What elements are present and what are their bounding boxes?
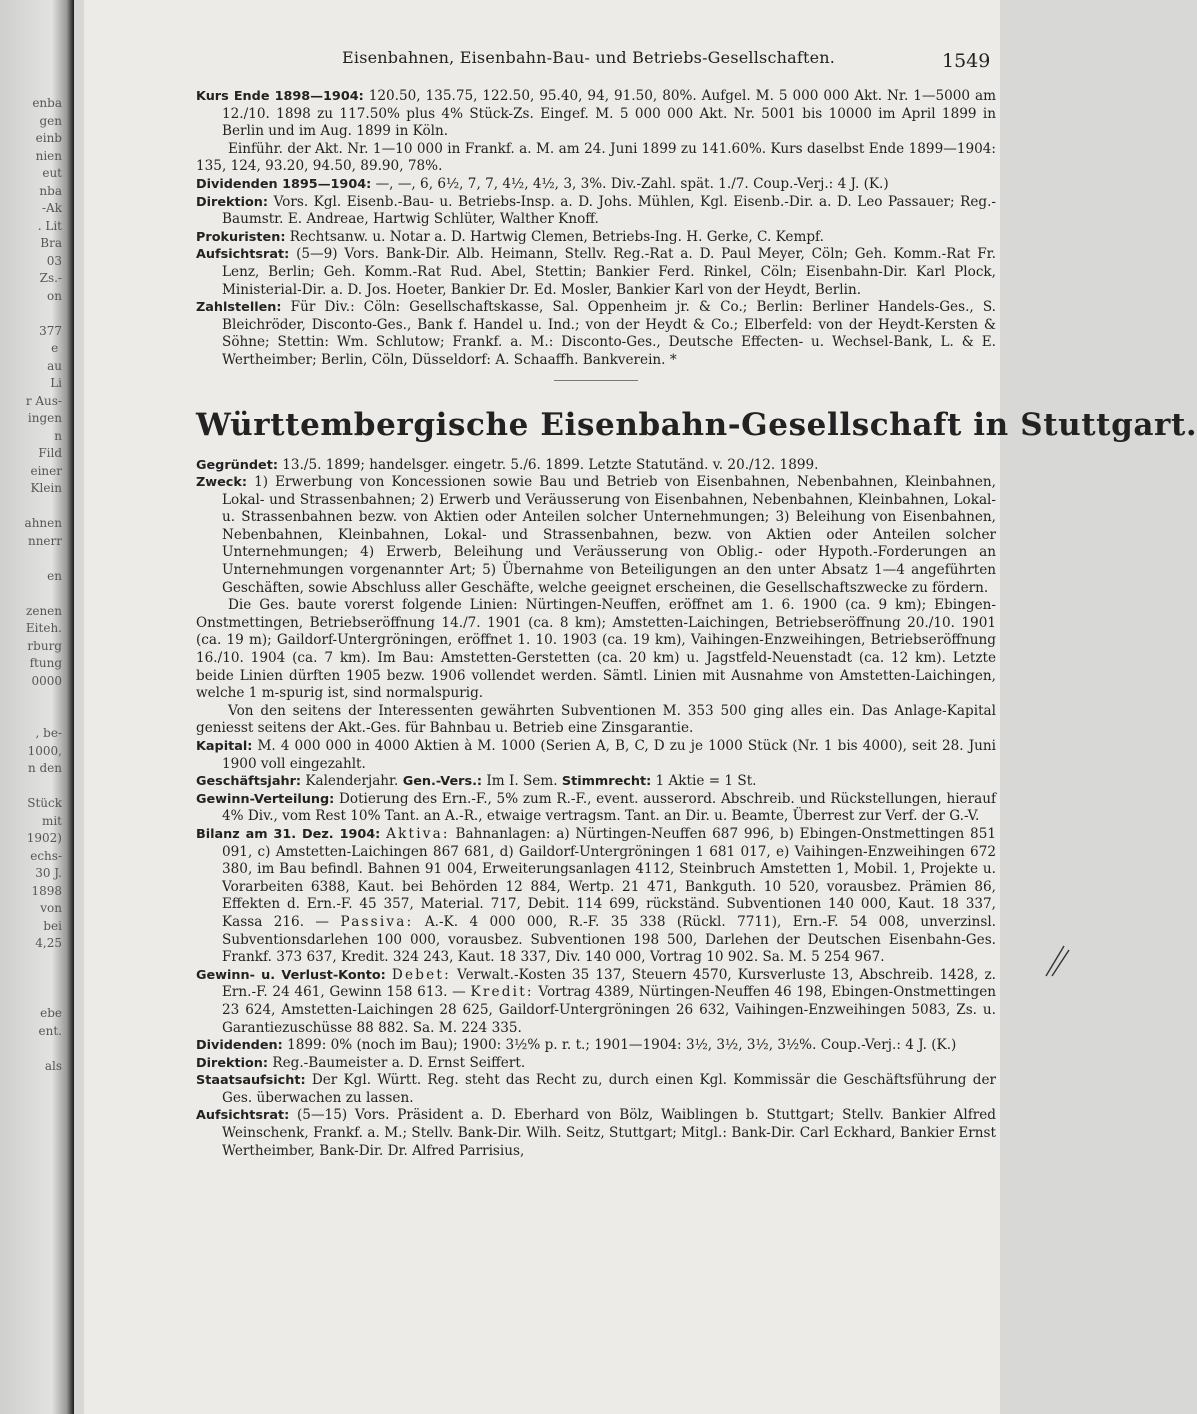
gutter-fragment: eut [42,166,62,180]
gutter-fragment: einer [30,463,62,478]
gegruendet-text: 13./5. 1899; handelsger. eingetr. 5./6. 1899. Letzte Statutänd. v. 20./12. 1899. [282,456,819,473]
gutter-fragment: Zs.- [39,271,62,285]
gutter-fragment: nba [39,183,62,198]
page-number: 1549 [942,50,991,72]
prev-prokuristen-text: Rechtsanw. u. Notar a. D. Hartwig Clemen, Betriebs-Ing. H. Gerke, C. Kempf. [289,228,824,245]
gutter-fragment: als [44,1058,62,1073]
geschaeftsjahr-label: Geschäftsjahr: [196,774,301,790]
prev-prokuristen-label: Prokuristen: [196,229,286,245]
gutter-fragment [0,305,62,323]
company-title: Württembergische Eisenbahn-Gesellschaft in Stuttgart. [196,406,1197,443]
gutter-fragment: e [51,341,62,355]
aufsichtsrat-text: (5—15) Vors. Präsident a. D. Eberhard von Bölz, Waiblingen b. Stuttgart; Stellv. Bankier Alfred Weinschenk, Frankf. a. M.; Stellv. Bank-Dir. Wilh. Seitz, Stuttgart; Mitgl.: Bank-Dir. Carl Eckhard, Bankier Ernst Wertheimber, Bank-Dir. Dr. Alfred Parrisius, [222,1107,996,1159]
prev-direktion-paragraph [196,194,996,229]
prev-prokuristen-paragraph [196,229,996,247]
page-body [196,88,1197,1160]
gutter-fragment: 377 [39,323,62,338]
gutter-fragment: enba [32,96,62,110]
gutter-fragment: , be- [35,726,62,740]
kredit-word: Kredit: [470,984,534,1001]
gutter-fragment: echs- [30,848,62,863]
prev-kurs-text: 120.50, 135.75, 122.50, 95.40, 94, 91.50, 80%. Aufgel. M. 5 000 000 Akt. Nr. 1—5000 am 12./10. 1898 zu 117.50% plus 4% Stück-Zs. Eingef. M. 5 000 000 Akt. Nr. 5001 bis 10000 im April 1899 in Berlin und im Aug. 1899 in Köln. [222,88,997,140]
gutter-fragment: Stück [27,796,62,810]
gutter-fragment: 0000 [31,673,62,688]
gutter-fragment: mit [41,813,62,828]
subventionen-paragraph: Von den seitens der Interessenten gewährten Subventionen M. 353 500 ging alles ein. Das Anlage-Kapital geniesst seitens der Akt.-Ges. für Bahnbau u. Betrieb eine Zinsgarantie. [196,702,996,737]
gutter-fragment [0,778,62,796]
gutter-fragment: 1898 [31,883,62,898]
gutter-fragment [0,953,62,971]
genvers-label: Gen.-Vers.: [402,774,483,790]
dividenden-text: 1899: 0% (noch im Bau); 1900: 3½% p. r. t.; 1901—1904: 3½, 3½, 3½, 3½%. Coup.-Verj.: 4 J. (K.) [287,1037,957,1054]
gutter-fragment [0,970,62,988]
gutter-fragment: Bra [40,236,62,250]
geschaeftsjahr-paragraph [196,773,996,791]
gutter-fragment [0,988,62,1006]
gutter-fragment: r Aus- [25,393,62,408]
direktion-paragraph [196,1055,996,1073]
kapital-paragraph [196,738,996,773]
gegruendet-label: Gegründet: [196,457,278,473]
debet-word: Debet: [391,966,451,983]
gutter-fragment: Fild [38,446,62,460]
gutter-fragment: en [47,568,62,583]
gutter-fragment: n [54,428,62,443]
prev-dividenden-paragraph [196,176,996,194]
gewinnverteilung-paragraph [196,791,996,826]
gutter-fragment: nien [35,148,62,163]
gutter-fragment: n den [27,761,62,775]
bilanz-text: Bahnanlagen: a) Nürtingen-Neuffen 687 996, b) Ebingen-Onstmettingen 851 091, c) Amstetten-Laichingen 867 681, d) Gaildorf-Untergröningen 1 681 017, e) Vaihingen-Enzweihingen 672 380, im Bau befindl. Bahnen 91 004, Erweiterungsanlagen 4112, Steinbruch Amstetten 1, Mobil. 1, Projekte u. Vorarbeiten 6388, Kaut. bei Behörden 12 884, Wertp. 21 471, Bankguth. 10 520, vorausbez. Prämien 86, Effekten d. Ern.-F. 45 357, Material. 717, Debit. 114 699, rückständ. Subventionen 140 000, Kaut. 18 337, Kassa 216. — [222,825,996,930]
page [84,0,1197,1414]
prev-aufsichtsrat-paragraph [196,246,996,299]
prev-direktion-label: Direktion: [196,194,269,210]
direktion-text: Reg.-Baumeister a. D. Ernst Seiffert. [272,1054,526,1071]
prev-kurs-paragraph [196,88,996,141]
prev-zahlstellen-label: Zahlstellen: [196,300,282,316]
gutter-fragment [0,498,62,516]
prev-aufsichtsrat-text: (5—9) Vors. Bank-Dir. Alb. Heimann, Stellv. Reg.-Rat a. D. Paul Meyer, Cöln; Geh. Komm.-Rat Fr. Lenz, Berlin; Geh. Komm.-Rat Rud. Abel, Stettin; Bankier Ferd. Rinkel, Cöln; Eisenbahn-Dir. Karl Plock, Ministerial-Dir. a. D. Jos. Hoeter, Bankier Dr. Ed. Mosler, Bankier Karl von der Heydt, Berlin. [222,246,996,298]
staatsaufsicht-label: Staatsaufsicht: [196,1073,306,1089]
aufsichtsrat-label: Aufsichtsrat: [196,1108,290,1124]
gutter-fragment [0,550,62,568]
aktiva-word: Aktiva: [386,825,450,842]
bilanz-text-2: A.-K. 4 000 000, R.-F. 35 338 (Rückl. 7711), Ern.-F. 54 008, unverzinsl. Subventionsdarlehen 100 000, vorausbez. Subventionen 198 500, Darlehen der Deutschen Eisenbahn-Ges. Frankf. 373 637, Kredit. 324 243, Kaut. 18 337, Div. 140 000, Vortrag 10 902. Sa. M. 5 254 967. [222,913,996,966]
prev-dividenden-label: Dividenden 1895—1904: [196,176,372,192]
prev-dividenden-text: —, —, 6, 6½, 7, 7, 4½, 4½, 3, 3%. Div.-Zahl. spät. 1./7. Coup.-Verj.: 4 J. (K.) [375,175,889,192]
guv-text: Verwalt.-Kosten 35 137, Steuern 4570, Kursverluste 13, Abschreib. 1428, z. Ern.-F. 24 461, Gewinn 158 613. — [222,966,996,1001]
gutter-fragment: -Ak [42,201,62,215]
gutter-fragment: 1000, [27,743,62,758]
gutter-fragment: ent. [38,1023,62,1038]
gutter-fragment: nnerr [27,533,62,548]
guv-paragraph [196,967,996,1037]
bilanz-label: Bilanz am 31. Dez. 1904: [196,826,381,842]
entry-separator-rule [554,380,638,381]
previous-page-fragments [0,95,62,1075]
kapital-text: M. 4 000 000 in 4000 Aktien à M. 1000 (Serien A, B, C, D zu je 1000 Stück (Nr. 1 bis 4000), seit 28. Juni 1900 voll eingezahlt. [222,738,996,772]
gutter-fragment: 4,25 [35,936,62,950]
gutter-fragment: au [47,358,62,373]
gutter-fragment: . Lit [37,218,62,233]
previous-page-gutter [0,0,74,1414]
gutter-fragment: 03 [46,253,62,268]
zweck-text: 1) Erwerbung von Koncessionen sowie Bau und Betrieb von Eisenbahnen, Nebenbahnen, Kleinbahnen, Lokal- und Strassenbahnen; 2) Erwerb und Veräusserung von Eisenbahnen, Nebenbahnen, Kleinbahnen, Lokal- u. Strassenbahnen bezw. von Aktien oder Anteilen solcher Unternehmungen; 3) Beleihung von Eisenbahnen, Nebenbahnen, Kleinbahnen, Lokal- und Strassenbahnen, bezw. von Aktien oder Anteilen solcher Unternehmungen; 4) Erwerb, Beleihung und Veräusserung von Oblig.- oder Hypoth.-Forderungen an Unternehmungen vorgenannter Art; 5) Übernahme von Beteiligungen an den unter Absatz 1—4 angeführten Geschäften, sowie Abschluss aller Geschäfte, welche geeignet erscheinen, die Gesellschaftszwecke zu fördern. [222,474,996,596]
linien-paragraph: Die Ges. baute vorerst folgende Linien: Nürtingen-Neuffen, eröffnet am 1. 6. 1900 (ca. 9 km); Ebingen-Onstmettingen, Betriebseröffnung 14./7. 1901 (ca. 8 km); Amstetten-Laichingen, Betriebseröffnung 20./10. 1901 (ca. 19 m); Gaildorf-Untergröningen, eröffnet 1. 10. 1903 (ca. 19 km), Vaihingen-Enzweihingen, Betriebseröffnung 16./10. 1904 (ca. 7 km). Im Bau: Amstetten-Gerstetten (ca. 20 km) u. Jagstfeld-Neuenstadt (ca. 12 km). Letzte beide Linien dürften 1905 bezw. 1906 vollendet werden. Sämtl. Linien mit Ausnahme von Amstetten-Laichingen, welche 1 m-spurig ist, sind normalspurig. [196,597,996,702]
gewinnverteilung-text: Dotierung des Ern.-F., 5% zum R.-F., event. ausserord. Abschreib. und Rückstellungen, hierauf 4% Div., vom Rest 10% Tant. an A.-R., etwaige vertragsm. Tant. an Dir. u. Beamte, Überrest zur Verf. der G.-V. [222,790,996,825]
staatsaufsicht-paragraph [196,1072,996,1107]
gutter-fragment: ebe [40,1006,62,1020]
dividenden-label: Dividenden: [196,1038,283,1054]
dividenden-paragraph [196,1037,996,1055]
zweck-label: Zweck: [196,475,247,491]
prev-kurs-label: Kurs Ende 1898—1904: [196,89,364,104]
prev-zahlstellen-paragraph [196,299,996,369]
aufsichtsrat-paragraph [196,1107,996,1160]
gutter-fragment: bei [43,918,62,933]
gutter-fragment: 1902) [26,831,62,845]
gutter-fragment: on [47,288,62,303]
staatsaufsicht-text: Der Kgl. Württ. Reg. steht das Recht zu, durch einen Kgl. Kommissär die Geschäftsführung der Ges. überwachen zu lassen. [222,1072,996,1106]
gutter-fragment: Li [50,376,62,390]
gutter-fragment: 30 J. [35,866,62,880]
gutter-fragment: ahnen [24,516,62,530]
gutter-fragment: zenen [26,603,62,618]
kapital-label: Kapital: [196,739,253,754]
gutter-fragment: einb [35,131,62,145]
gewinnverteilung-label: Gewinn-Verteilung: [196,791,335,807]
gutter-fragment: ftung [29,656,62,670]
gutter-fragment: von [40,901,62,915]
bilanz-paragraph [196,826,996,967]
geschaeftsjahr-text: Kalenderjahr. [305,773,399,790]
running-head: Eisenbahnen, Eisenbahn-Bau- und Betriebs-Gesellschaften. [342,48,836,67]
stimmrecht-text: 1 Aktie = 1 St. [655,773,757,790]
gutter-fragment [0,1040,62,1058]
gutter-fragment: rburg [27,638,62,653]
gutter-fragment [0,585,62,603]
passiva-word: Passiva: [340,913,414,930]
gutter-fragment: ingen [27,411,62,425]
prev-aufsichtsrat-label: Aufsichtsrat: [196,247,290,263]
gutter-fragment [0,708,62,726]
zweck-paragraph [196,474,996,597]
gegruendet-paragraph [196,457,996,475]
gutter-fragment: gen [39,113,62,128]
guv-label: Gewinn- u. Verlust-Konto: [196,967,386,983]
prev-direktion-text: Vors. Kgl. Eisenb.-Bau- u. Betriebs-Insp. a. D. Johs. Mühlen, Kgl. Eisenb.-Dir. a. D. Leo Passauer; Reg.-Baumstr. E. Andreae, Hartwig Schlüter, Walther Knoff. [222,193,997,228]
guv-text-2: Vortrag 4389, Nürtingen-Neuffen 46 198, Ebingen-Onstmettingen 23 624, Amstetten-Laichingen 28 625, Gaildorf-Untergröningen 26 632, Vaihingen-Enzweihingen 5083, Zs. u. Garantiezuschüsse 88 882. Sa. M. 224 335. [222,984,997,1036]
margin-pencil-mark [1042,940,1072,980]
stimmrecht-label: Stimmrecht: [561,774,652,790]
genvers-text: Im I. Sem. [486,773,558,790]
gutter-fragment [0,690,62,708]
prev-zahlstellen-text: Für Div.: Cöln: Gesellschaftskasse, Sal. Oppenheim jr. & Co.; Berlin: Berliner Handels-Ges., S. Bleichröder, Disconto-Ges., Bank f. Handel u. Ind.; von der Heydt & Co.; Elberfeld: von der Heydt-Kersten & Söhne; Stettin: Wm. Schlutow; Frankf. a. M.: Disconto-Ges., Deutsche Effecten- u. Wechsel-Bank, L. & E. Wertheimber; Berlin, Cöln, Düsseldorf: A. Schaaffh. Bankverein. * [222,299,996,368]
prev-einfuehr-paragraph: Einführ. der Akt. Nr. 1—10 000 in Frankf. a. M. am 24. Juni 1899 zu 141.60%. Kurs daselbst Ende 1899—1904: 135, 124, 93.20, 94.50, 89.90, 78%. [196,140,996,175]
gutter-fragment: Eiteh. [25,621,62,635]
direktion-label: Direktion: [196,1055,269,1071]
gutter-fragment: Klein [30,481,62,495]
